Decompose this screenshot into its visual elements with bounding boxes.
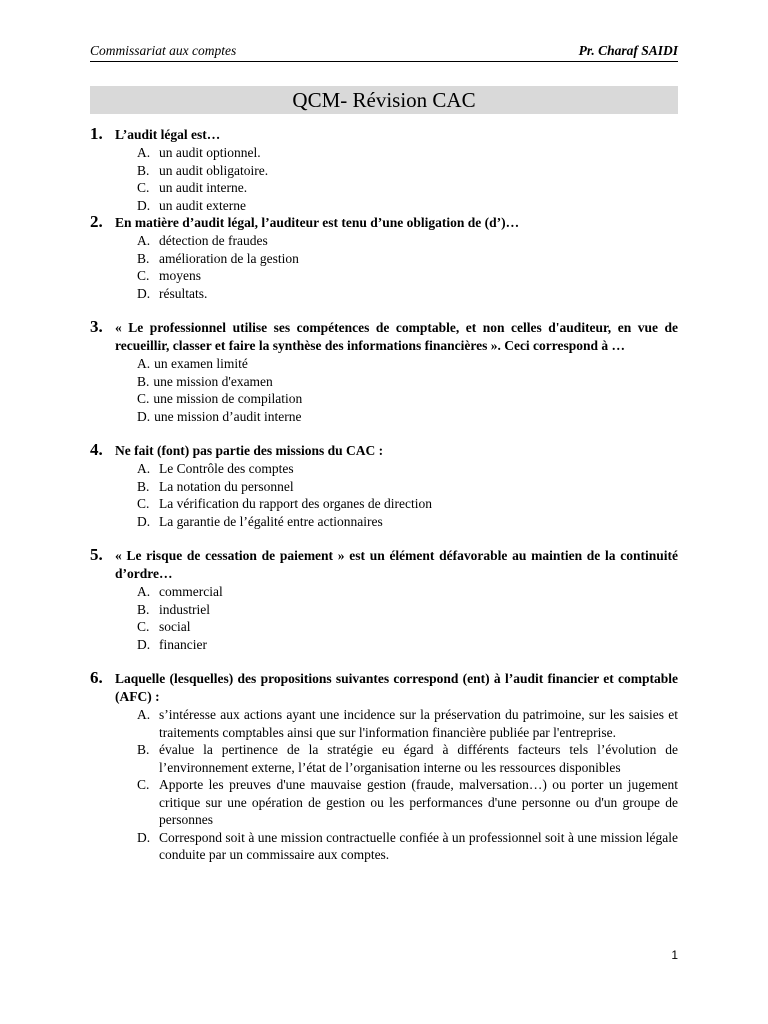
option-c: [137, 776, 678, 829]
question-text: Laquelle (lesquelles) des propositions suivantes correspond (ent) à l’audit financier et comptable (AFC) :: [115, 671, 678, 704]
option-b: [137, 478, 678, 496]
option-text: une mission de compilation: [153, 391, 303, 406]
option-text: industriel: [159, 601, 210, 617]
option-text: évalue la pertinence de la stratégie eu égard à différents facteurs tels l’évolution de l’environnement externe, l’état de l’organisation interne ou les ressources disponibles: [159, 742, 678, 775]
option-text: un audit obligatoire.: [159, 162, 269, 178]
option-letter: A.: [137, 461, 151, 476]
option-letter: A.: [137, 145, 151, 160]
header-course: Commissariat aux comptes: [90, 43, 237, 58]
option-text: financier: [159, 636, 207, 652]
option-b: [137, 250, 678, 268]
option-letter: B.: [137, 742, 150, 757]
option-text: La garantie de l’égalité entre actionnaires: [159, 513, 383, 529]
option-text: un audit optionnel.: [159, 145, 261, 160]
option-letter: C.: [137, 777, 150, 792]
option-text: un examen limité: [154, 356, 248, 371]
option-text: résultats.: [159, 285, 208, 301]
option-letter: D.: [137, 285, 151, 301]
question-number: 4.: [90, 440, 103, 459]
option-b: [137, 741, 678, 776]
option-letter: A.: [137, 233, 151, 248]
option-c: [137, 267, 678, 285]
option-text: un audit externe: [159, 197, 246, 213]
option-b: [137, 601, 678, 619]
question-number: 1.: [90, 124, 103, 143]
option-text: s’intéresse aux actions ayant une incidence sur la préservation du patrimoine, sur les saisies et traitements comptables ainsi que sur l'information financière publiée par l'entreprise.: [159, 707, 678, 740]
option-text: Le Contrôle des comptes: [159, 461, 294, 476]
option-d: [137, 285, 678, 303]
question-number: 3.: [90, 317, 103, 336]
question-3: [90, 319, 678, 425]
option-a: [137, 144, 678, 162]
option-letter: A.: [137, 707, 151, 722]
option-letter: D.: [137, 513, 151, 529]
option-c: [137, 495, 678, 513]
option-text: commercial: [159, 584, 223, 599]
option-a: [137, 706, 678, 741]
question-text: « Le risque de cessation de paiement » est un élément défavorable au maintien de la continuité d’ordre…: [115, 548, 678, 581]
option-c: [137, 618, 678, 636]
question-2: [90, 214, 678, 302]
question-number: 6.: [90, 668, 103, 687]
question-number: 5.: [90, 545, 103, 564]
option-letter: A.: [137, 584, 151, 599]
option-letter: B.: [137, 373, 150, 389]
option-text: moyens: [159, 268, 201, 283]
option-c: [137, 390, 678, 408]
option-d: [137, 636, 678, 654]
option-text: social: [159, 619, 191, 634]
question-1: [90, 126, 678, 214]
question-5: [90, 547, 678, 653]
option-b: [137, 373, 678, 391]
question-list: [90, 126, 678, 864]
option-a: [137, 355, 678, 373]
option-letter: A.: [137, 356, 151, 371]
option-letter: B.: [137, 601, 150, 617]
page-number: 1: [671, 948, 678, 962]
page-header: [90, 43, 678, 62]
header-author: Pr. Charaf SAIDI: [578, 43, 678, 58]
title-banner: [90, 86, 678, 114]
question-text: En matière d’audit légal, l’auditeur est tenu d’une obligation de (d’)…: [115, 215, 520, 230]
option-text: un audit interne.: [159, 180, 248, 195]
option-d: [137, 829, 678, 864]
option-letter: B.: [137, 250, 150, 266]
option-letter: C.: [137, 391, 150, 406]
option-letter: D.: [137, 829, 151, 845]
option-d: [137, 513, 678, 531]
option-text: une mission d’audit interne: [154, 408, 302, 424]
option-letter: D.: [137, 408, 151, 424]
option-text: Apporte les preuves d'une mauvaise gestion (fraude, malversation…) ou porter un jugement critique sur une opération de gestion ou les performances d'une personne ou d'un groupe de personnes: [159, 777, 678, 827]
page-title: QCM- Révision CAC: [292, 87, 476, 112]
option-c: [137, 179, 678, 197]
option-letter: C.: [137, 619, 150, 634]
option-letter: C.: [137, 496, 150, 511]
option-b: [137, 162, 678, 180]
option-text: amélioration de la gestion: [159, 250, 299, 266]
option-letter: D.: [137, 636, 151, 652]
option-text: La vérification du rapport des organes de direction: [159, 496, 433, 511]
option-text: Correspond soit à une mission contractuelle confiée à un professionnel soit à une mission légale conduite par un commissaire aux comptes.: [159, 829, 678, 862]
option-text: La notation du personnel: [159, 478, 294, 494]
option-letter: D.: [137, 197, 151, 213]
question-4: [90, 442, 678, 530]
question-text: Ne fait (font) pas partie des missions du CAC :: [115, 443, 384, 458]
question-text: L’audit légal est…: [115, 127, 221, 142]
option-letter: B.: [137, 162, 150, 178]
question-number: 2.: [90, 212, 103, 231]
option-a: [137, 232, 678, 250]
option-d: [137, 408, 678, 426]
option-letter: B.: [137, 478, 150, 494]
option-text: détection de fraudes: [159, 233, 268, 248]
option-letter: C.: [137, 180, 150, 195]
option-a: [137, 460, 678, 478]
question-text: « Le professionnel utilise ses compétences de comptable, et non celles d'auditeur, en vue de recueillir, classer et faire la synthèse des informations financières ». Ceci correspond à …: [115, 320, 678, 353]
option-d: [137, 197, 678, 215]
option-letter: C.: [137, 268, 150, 283]
option-a: [137, 583, 678, 601]
question-6: [90, 670, 678, 864]
option-text: une mission d'examen: [153, 373, 273, 389]
